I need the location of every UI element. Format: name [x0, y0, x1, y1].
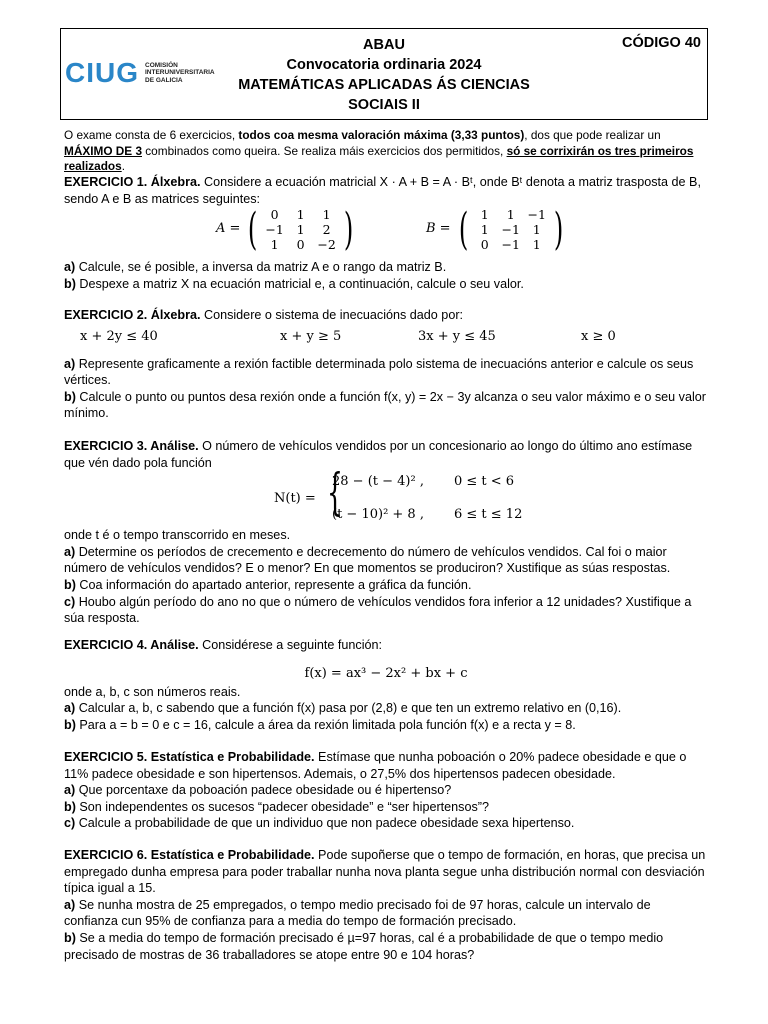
exercise-3-part-c: c) Houbo algún período do ano no que o número de vehículos vendidos fora inferior a 12 unidades? Xustifique a súa resposta.	[64, 594, 692, 626]
exercise-1	[64, 174, 708, 292]
exercise-4	[64, 637, 708, 733]
exercise-4-part-b: b) Para a = b = 0 e c = 16, calcule a área da rexión limitada pola función f(x) e a recta y = 8.	[64, 717, 576, 732]
exam-code: CÓDIGO 40	[622, 35, 701, 51]
header-line-abau: ABAU	[363, 37, 405, 53]
function-name: N(t) =	[274, 491, 316, 507]
exercise-1-part-a: a) Calcule, se é posible, a inversa da matriz A e o rango da matriz B.	[64, 260, 447, 275]
exercise-5-part-c: c) Calcule a probabilidade de que un individuo que non padece obesidade sexa hipertenso.	[64, 816, 575, 831]
exam-instructions: O exame consta de 6 exercicios, todos coa mesma valoración máxima (3,33 puntos), dos que pode realizar un MÁXIMO DE 3 combinados como queira. Se realiza máis exercicios dos permitidos, só se corrixirán os tres primeiros realizados.	[64, 128, 694, 173]
exercise-3-part-a: a) Determine os períodos de crecemento e decrecemento do número de vehículos vendidos. Cal foi o maior número de vehículos vendidos? E o menor? En que momentos se produciron? Xustifique as súas respostas.	[64, 544, 671, 576]
inequality-3: 3x + y ≤ 45	[418, 328, 496, 344]
condition-2: 6 ≤ t ≤ 12	[454, 507, 523, 523]
header-line-subject-2: SOCIAIS II	[348, 97, 420, 113]
exercise-6-statement: EXERCICIO 6. Estatística e Probabilidade. Pode supoñerse que o tempo de formación, en horas, que precisa un empregado dunha empresa para poder traballar nunha nova planta segue unha distribución normal con desviación típica igual a 15.	[64, 848, 706, 896]
matrix-b: B = ( 1 1 −1 1 −1 1 0 −1 1 )	[426, 203, 564, 255]
exercise-4-statement: EXERCICIO 4. Análise. Considérese a seguinte función:	[64, 638, 383, 652]
matrix-a: A = ( 0 1 1 −1 1 2 1 0 −2 )	[216, 203, 353, 255]
inequality-1: x + 2y ≤ 40	[80, 328, 158, 344]
exercise-6-part-b: b) Se a media do tempo de formación precisado é µ=97 horas, cal é a probabilidade de que o tempo medio precisado de mostras de 36 traballadores se atope entre 90 e 104 horas?	[64, 930, 664, 962]
exam-header	[60, 28, 708, 120]
logo-mark: CIUG	[65, 57, 139, 88]
header-titles	[221, 35, 547, 115]
condition-1: 0 ≤ t < 6	[454, 474, 515, 490]
exercise-2-statement: EXERCICIO 2. Álxebra. Considere o sistema de inecuacións dado por:	[64, 308, 464, 322]
exercise-5	[64, 749, 708, 832]
exercise-3-part-b: b) Coa información do apartado anterior, represente a gráfica da función.	[64, 577, 472, 592]
exercise-1-matrices	[64, 203, 708, 259]
logo-text: COMISIÓN INTERUNIVERSITARIA DE GALICIA	[145, 61, 215, 84]
inequality-2: x + y ≥ 5	[280, 328, 342, 344]
exercise-5-part-a: a) Que porcentaxe da poboación padece obesidade ou é hipertenso?	[64, 783, 452, 798]
inequality-4: x ≥ 0	[581, 328, 616, 344]
exercise-1-statement: EXERCICIO 1. Álxebra. Considere a ecuación matricial X · A + B = A · Bᵗ, onde Bᵗ denota a matriz trasposta de B, sendo A e B as matrices seguintes:	[64, 175, 701, 206]
exercise-1-part-b: b) Despexe a matriz X na ecuación matricial e, a continuación, calcule o seu valor.	[64, 276, 524, 291]
exercise-3-after: onde t é o tempo transcorrido en meses.	[64, 528, 291, 543]
header-line-convocatoria: Convocatoria ordinaria 2024	[286, 57, 482, 73]
exercise-5-statement: EXERCICIO 5. Estatística e Probabilidade. Estímase que nunha poboación o 20% padece obesidade e que o 11% padece obesidade e son hipertensos. Ademais, o 27,5% dos hipertensos padecen obesidade.	[64, 750, 687, 781]
exercise-2-part-b: b) Calcule o punto ou puntos desa rexión onde a función f(x, y) = 2x − 3y alcanza o seu valor máximo e o seu valor mínimo.	[64, 389, 706, 421]
inequality-system	[64, 324, 708, 350]
header-line-subject: MATEMÁTICAS APLICADAS ÁS CIENCIAS	[238, 77, 530, 93]
exercise-6	[64, 847, 708, 963]
exercise-5-part-b: b) Son independentes os sucesos “padecer obesidade” e “ser hipertensos”?	[64, 799, 489, 814]
exercise-3-statement: EXERCICIO 3. Análise. O número de vehículos vendidos por un concesionario ao longo do último ano estímase que vén dado pola función	[64, 439, 693, 470]
exercise-3	[64, 438, 708, 627]
exercise-6-part-a: a) Se nunha mostra de 25 empregados, o tempo medio precisado foi de 97 horas, calcule un intervalo de confianza cun 95% de confianza para a media do tempo de formación precisado.	[64, 897, 651, 929]
exercise-4-part-a: a) Calcular a, b, c sabendo que a función f(x) pasa por (2,8) e que ten un extremo relativo en (0,16).	[64, 701, 622, 716]
piecewise-function: N(t) = { 28 − (t − 4)² , 0 ≤ t < 6 (t − 10)² + 8 , 6 ≤ t ≤ 12	[274, 463, 523, 523]
exercise-2-part-a: a) Represente graficamente a rexión factible determinada polo sistema de inecuacións anterior e calcule os seus vértices.	[64, 356, 694, 388]
exercise-2	[64, 307, 708, 422]
ciug-logo	[65, 59, 215, 87]
exercise-4-after: onde a, b, c son números reais.	[64, 684, 241, 699]
piece-1: 28 − (t − 4)² ,	[332, 474, 424, 490]
function-formula: f(x) = ax³ − 2x² + bx + c	[304, 665, 468, 681]
piece-2: (t − 10)² + 8 ,	[332, 507, 424, 523]
